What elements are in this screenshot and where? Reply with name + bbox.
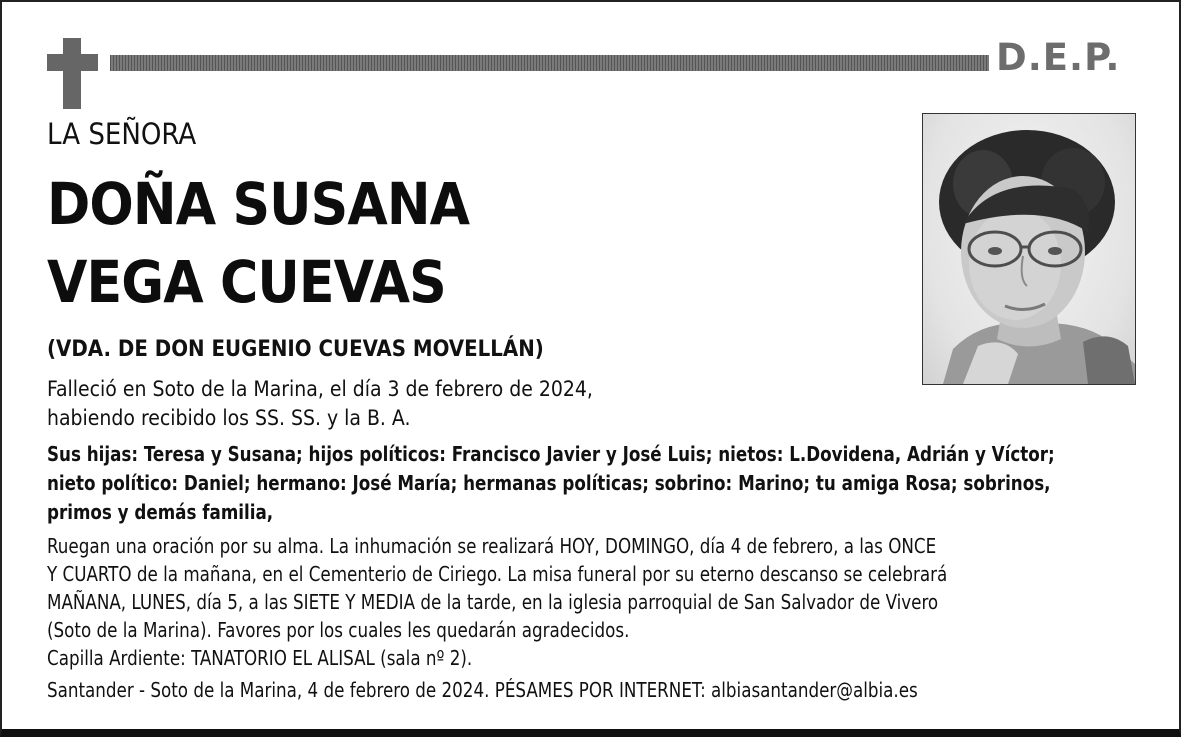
- honorific: LA SEÑORA: [47, 117, 197, 151]
- funeral-line: Capilla Ardiente: TANATORIO EL ALISAL (sala nº 2).: [47, 646, 473, 670]
- family-line: nieto político: Daniel; hermano: José María; hermanas políticas; sobrino: Marino; tu amiga Rosa; sobrinos,: [47, 471, 1051, 495]
- footer-line: [47, 678, 983, 702]
- death-line: habiendo recibido los SS. SS. y la B. A.: [47, 406, 411, 430]
- portrait-illustration: [923, 114, 1135, 384]
- funeral-line: MAÑANA, LUNES, día 5, a las SIETE Y MEDIA de la tarde, en la iglesia parroquial de San Salvador de Vivero: [47, 590, 939, 614]
- funeral-details: [47, 532, 1015, 672]
- family-line: primos y demás familia,: [47, 500, 274, 524]
- header-rule: [110, 55, 989, 71]
- family-list: [47, 440, 1137, 527]
- funeral-line: Y CUARTO de la mañana, en el Cementerio de Ciriego. La misa funeral por su eterno descanso se celebrará: [47, 562, 948, 586]
- funeral-line: (Soto de la Marina). Favores por los cuales les quedarán agradecidos.: [47, 618, 630, 642]
- cross-icon: [63, 38, 81, 109]
- portrait-photo: [922, 113, 1136, 385]
- family-line: Sus hijas: Teresa y Susana; hijos políticos: Francisco Javier y José Luis; nietos: L.Dovidena, Adrián y Víctor;: [47, 442, 1055, 466]
- death-notice: [47, 375, 593, 433]
- footer-text: Santander - Soto de la Marina, 4 de febrero de 2024. PÉSAMES POR INTERNET: albiasantander@albia.es: [47, 678, 918, 702]
- death-line: Falleció en Soto de la Marina, el día 3 de febrero de 2024,: [47, 377, 593, 401]
- funeral-line: Ruegan una oración por su alma. La inhumación se realizará HOY, DOMINGO, día 4 de febrero, a las ONCE: [47, 534, 937, 558]
- cross-icon-arm: [47, 54, 98, 71]
- dep-label: D.E.P.: [996, 36, 1121, 79]
- widow-of: (VDA. DE DON EUGENIO CUEVAS MOVELLÁN): [47, 337, 544, 362]
- deceased-name-line2: VEGA CUEVAS: [47, 248, 446, 316]
- deceased-name-line1: DOÑA SUSANA: [47, 170, 470, 238]
